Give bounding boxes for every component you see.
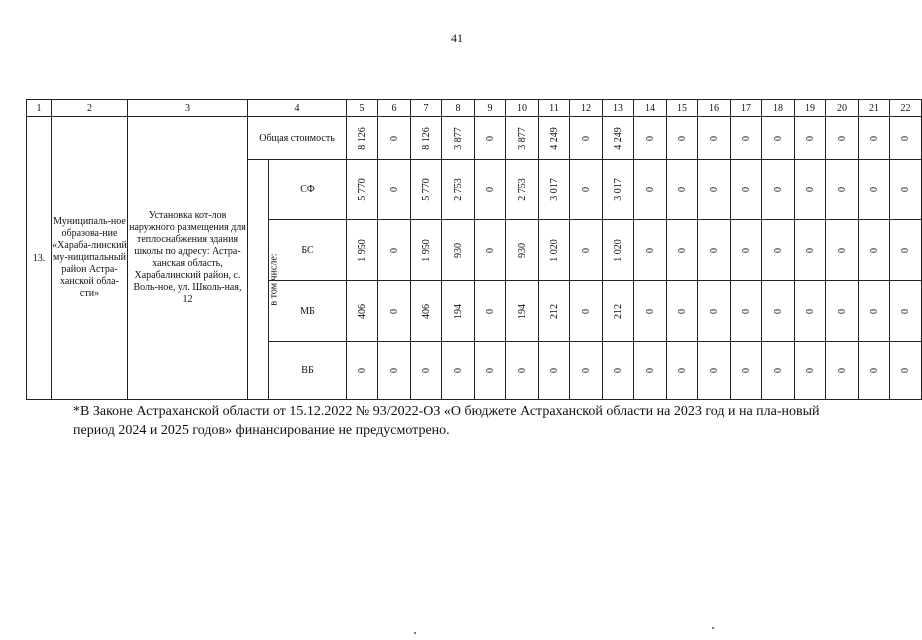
value-text: 0 [580,308,592,314]
value-cell [795,342,826,400]
header-cell: 2 [52,100,128,117]
value-cell [890,342,922,400]
value-cell [411,281,442,342]
header-cell: 9 [475,100,506,117]
value-text: 0 [644,308,656,314]
scan-mark [414,632,416,634]
header-cell: 17 [731,100,762,117]
header-cell: 19 [795,100,826,117]
table-row [27,117,922,160]
value-text: 0 [900,368,911,373]
value-text: 0 [452,368,464,373]
value-cell [539,117,570,160]
value-text: 0 [388,368,400,373]
header-cell: 7 [411,100,442,117]
sub-label-cell [248,160,280,400]
header-cell: 15 [667,100,698,117]
value-text: 0 [804,308,816,314]
header-cell: 3 [128,100,248,117]
value-text: 0 [740,308,752,314]
value-cell [603,281,634,342]
row-number: 13. [27,117,52,400]
value-text: 0 [676,187,688,192]
value-text: 0 [484,187,496,192]
value-text: 194 [516,303,528,319]
value-text: 0 [772,247,784,253]
page-number: 41 [451,31,463,45]
value-text: 0 [676,368,688,373]
header-cell: 20 [826,100,859,117]
value-cell [859,160,890,220]
value-text: 0 [484,368,496,373]
value-cell [890,117,922,160]
header-cell: 4 [248,100,347,117]
value-text: 5 770 [356,178,368,201]
header-cell: 13 [603,100,634,117]
value-cell [378,160,411,220]
header-cell: 1 [27,100,52,117]
value-cell [378,220,411,281]
scan-mark [712,627,714,629]
value-cell [890,220,922,281]
header-cell: 5 [347,100,378,117]
value-text: 0 [676,308,688,314]
value-cell [603,342,634,400]
value-text: 4 249 [548,126,560,150]
value-text: 0 [900,308,911,314]
value-text: 8 126 [356,126,368,150]
value-text: 930 [516,242,528,258]
value-cell [570,160,603,220]
value-cell [570,342,603,400]
value-text: 0 [548,368,560,373]
value-cell [698,342,731,400]
value-cell [890,160,922,220]
value-text: 0 [708,135,720,141]
value-cell [634,281,667,342]
value-text: 0 [644,247,656,253]
value-text: 0 [580,187,592,192]
value-cell [411,117,442,160]
header-row [27,100,922,117]
value-text: 0 [388,247,400,253]
value-cell [667,342,698,400]
value-cell [859,220,890,281]
value-text: 0 [804,135,816,141]
value-text: 194 [452,303,464,319]
value-text: 3 877 [452,126,464,150]
value-cell [667,220,698,281]
value-text: 0 [772,135,784,141]
value-text: 0 [484,247,496,253]
value-cell [698,117,731,160]
value-text: 0 [804,368,816,373]
value-text: 0 [644,135,656,141]
value-cell [475,220,506,281]
value-cell [506,117,539,160]
value-cell [634,160,667,220]
value-cell [826,342,859,400]
header-cell: 11 [539,100,570,117]
value-text: 406 [356,303,368,319]
value-text: 1 020 [548,238,560,262]
value-cell [442,160,475,220]
value-text: 0 [708,368,720,373]
value-text: 5 770 [420,178,432,201]
value-text: 0 [708,247,720,253]
value-text: 212 [612,303,624,319]
header-cell: 6 [378,100,411,117]
value-cell [475,342,506,400]
value-cell [378,281,411,342]
value-cell [795,220,826,281]
value-cell [539,281,570,342]
value-cell [506,281,539,342]
header-cell: 16 [698,100,731,117]
value-text: 0 [644,368,656,373]
row-label: Общая стоимость [248,117,347,160]
sub-label: в том числе: [268,253,280,306]
header-cell: 21 [859,100,890,117]
value-cell [570,281,603,342]
value-cell [347,117,378,160]
value-text: 0 [484,135,496,141]
row-label: БС [269,220,347,281]
value-text: 0 [356,368,368,373]
value-text: 1 950 [356,238,368,262]
value-text: 1 020 [612,238,624,262]
value-cell [539,342,570,400]
value-cell [506,342,539,400]
value-text: 0 [740,247,752,253]
value-text: 0 [868,368,880,373]
value-cell [698,160,731,220]
value-text: 2 753 [452,178,464,201]
value-text: 1 950 [420,238,432,262]
value-text: 0 [836,308,848,314]
value-cell [826,220,859,281]
value-cell [859,117,890,160]
footnote: *В Законе Астраханской области от 15.12.2022 № 93/2022-ОЗ «О бюджете Астраханской области на 2023 год и на пла-новый период 2024 и 2025 годов» финансирование не предусмотрено. [73,404,820,438]
value-cell [442,281,475,342]
value-cell [859,281,890,342]
value-cell [539,160,570,220]
value-text: 0 [836,187,848,192]
value-text: 0 [900,135,911,141]
organization-cell: Муниципаль-ное образова-ние «Хараба-линский му-ниципальный район Астра-ханской обла-сти» [52,117,128,400]
value-cell [603,117,634,160]
value-cell [411,160,442,220]
value-cell [795,160,826,220]
value-text: 0 [676,135,688,141]
value-cell [762,342,795,400]
value-cell [634,342,667,400]
value-text: 0 [740,368,752,373]
value-text: 0 [772,187,784,192]
value-cell [795,117,826,160]
value-cell [570,220,603,281]
value-cell [634,117,667,160]
value-cell [442,220,475,281]
value-text: 0 [580,135,592,141]
value-cell [347,342,378,400]
value-text: 930 [452,242,464,258]
value-cell [762,220,795,281]
value-cell [347,281,378,342]
value-text: 0 [612,368,624,373]
header-cell: 8 [442,100,475,117]
value-cell [506,220,539,281]
value-text: 0 [644,187,656,192]
value-cell [698,281,731,342]
value-cell [475,160,506,220]
value-cell [731,342,762,400]
row-label: СФ [269,160,347,220]
value-text: 0 [580,247,592,253]
value-text: 8 126 [420,126,432,150]
value-cell [475,117,506,160]
value-text: 0 [836,247,848,253]
value-cell [890,281,922,342]
value-cell [570,117,603,160]
value-text: 0 [900,247,911,253]
value-cell [731,117,762,160]
value-text: 0 [708,308,720,314]
value-text: 0 [740,135,752,141]
header-cell: 14 [634,100,667,117]
value-text: 0 [388,187,400,192]
header-cell: 12 [570,100,603,117]
value-text: 2 753 [516,178,528,201]
value-text: 0 [836,135,848,141]
header-cell: 18 [762,100,795,117]
value-cell [826,160,859,220]
value-cell [762,117,795,160]
value-text: 0 [868,187,880,192]
value-cell [603,220,634,281]
value-cell [762,160,795,220]
value-text: 4 249 [612,126,624,150]
value-cell [378,342,411,400]
value-cell [795,281,826,342]
value-cell [667,117,698,160]
value-cell [347,220,378,281]
value-cell [347,160,378,220]
value-text: 0 [580,368,592,373]
value-text: 0 [676,247,688,253]
value-text: 0 [868,135,880,141]
value-cell [411,220,442,281]
value-cell [731,281,762,342]
value-text: 0 [772,368,784,373]
value-text: 0 [900,187,911,192]
value-text: 0 [708,187,720,192]
value-text: 0 [772,308,784,314]
value-text: 0 [420,368,432,373]
value-text: 0 [868,247,880,253]
value-text: 0 [388,308,400,314]
header-cell: 10 [506,100,539,117]
value-text: 0 [484,308,496,314]
budget-table [26,99,922,400]
value-cell [442,342,475,400]
value-cell [475,281,506,342]
value-text: 0 [868,308,880,314]
value-text: 0 [388,135,400,141]
value-cell [634,220,667,281]
value-text: 0 [804,247,816,253]
row-label: МБ [269,281,347,342]
value-cell [539,220,570,281]
value-cell [762,281,795,342]
value-text: 0 [836,368,848,373]
value-text: 3 877 [516,126,528,150]
value-cell [826,281,859,342]
value-cell [667,160,698,220]
value-text: 0 [740,187,752,192]
row-label: ВБ [269,342,347,400]
value-cell [378,117,411,160]
value-cell [731,160,762,220]
value-text: 3 017 [612,178,624,201]
value-cell [667,281,698,342]
value-text: 212 [548,303,560,319]
value-cell [698,220,731,281]
value-cell [506,160,539,220]
value-text: 0 [516,368,528,373]
description-cell: Установка кот-лов наружного размещения для теплоснабжения здания школы по адресу: Астра-ханская область, Харабалинский район, с. Воль-ное, ул. Школь-ная, 12 [128,117,248,400]
value-cell [859,342,890,400]
value-cell [826,117,859,160]
header-cell: 22 [890,100,922,117]
value-cell [442,117,475,160]
value-cell [603,160,634,220]
value-text: 0 [804,187,816,192]
value-text: 406 [420,303,432,319]
value-cell [731,220,762,281]
value-text: 3 017 [548,178,560,201]
value-cell [411,342,442,400]
